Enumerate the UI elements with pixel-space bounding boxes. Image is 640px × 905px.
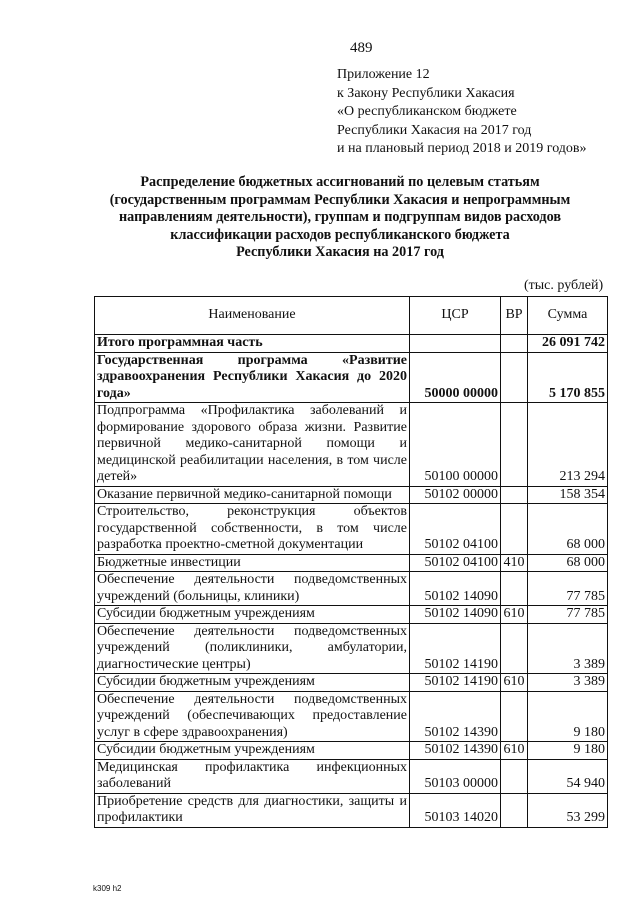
cell-vr [501,352,528,403]
table-row [95,403,608,487]
cell-vr [501,335,528,353]
appendix-line: Приложение 12 [337,67,430,82]
header-vr: ВР [501,297,528,335]
cell-vr: 610 [501,674,528,692]
cell-vr [501,504,528,555]
cell-csr: 50102 14090 [410,572,501,606]
cell-vr: 410 [501,554,528,572]
cell-csr: 50102 04100 [410,554,501,572]
budget-table [94,296,608,828]
cell-vr [501,486,528,504]
cell-csr: 50102 00000 [410,486,501,504]
cell-name: Приобретение средств для диагностики, защиты и профилактики [95,793,410,827]
cell-vr [501,759,528,793]
cell-vr [501,623,528,674]
table-row [95,793,608,827]
cell-vr [501,572,528,606]
cell-sum: 3 389 [528,623,608,674]
table-row [95,674,608,692]
cell-vr [501,403,528,487]
table-row [95,554,608,572]
footer-code: k309 h2 [93,884,122,893]
cell-csr: 50102 14190 [410,623,501,674]
cell-csr: 50102 14390 [410,742,501,760]
cell-name: Субсидии бюджетным учреждениям [95,606,410,624]
cell-name: Государственная программа «Развитие здравоохранения Республики Хакасия до 2020 года» [95,352,410,403]
cell-name: Подпрограмма «Профилактика заболеваний и формирование здорового образа жизни. Развитие первичной медико-санитарной помощи и медицинской реабилитации населения, в том числе детей» [95,403,410,487]
table-row [95,606,608,624]
cell-sum: 158 354 [528,486,608,504]
table-row [95,691,608,742]
table-row [95,486,608,504]
cell-vr [501,691,528,742]
cell-csr: 50000 00000 [410,352,501,403]
units-label: (тыс. рублей) [524,278,604,293]
cell-csr: 50103 00000 [410,759,501,793]
cell-name: Обеспечение деятельности подведомственных учреждений (поликлиники, амбулатории, диагностические центры) [95,623,410,674]
title-line: Распределение бюджетных ассигнований по целевым статьям [140,174,540,190]
cell-sum: 5 170 855 [528,352,608,403]
cell-csr: 50103 14020 [410,793,501,827]
title-line: Республики Хакасия на 2017 год [236,244,444,260]
cell-sum: 53 299 [528,793,608,827]
cell-sum: 9 180 [528,691,608,742]
appendix-header [337,66,587,159]
page-number: 489 [350,40,373,56]
appendix-line: Республики Хакасия на 2017 год [337,122,532,138]
document-title [70,174,610,262]
table-header-row [95,297,608,335]
cell-name: Бюджетные инвестиции [95,554,410,572]
cell-vr: 610 [501,742,528,760]
cell-name: Итого программная часть [95,335,410,353]
appendix-line: и на плановый период 2018 и 2019 годов» [337,141,587,156]
appendix-line: «О республиканском бюджете [337,104,517,119]
table-row [95,759,608,793]
cell-csr: 50102 14190 [410,674,501,692]
cell-sum: 3 389 [528,674,608,692]
table-row [95,572,608,606]
cell-sum: 54 940 [528,759,608,793]
cell-csr: 50102 14390 [410,691,501,742]
cell-csr: 50102 04100 [410,504,501,555]
title-line: направлениям деятельности), группам и подгруппам видов расходов [118,209,562,225]
title-line: (государственным программам Республики Хакасия и непрограммным [109,191,571,208]
header-sum: Сумма [528,297,608,335]
table-row [95,742,608,760]
cell-name: Оказание первичной медико-санитарной помощи [95,486,410,504]
table-row [95,335,608,353]
title-line: классификации расходов республиканского бюджета [170,226,510,243]
cell-name: Обеспечение деятельности подведомственных учреждений (больницы, клиники) [95,572,410,606]
cell-sum: 77 785 [528,606,608,624]
table-row [95,504,608,555]
cell-sum: 26 091 742 [528,335,608,353]
cell-csr: 50100 00000 [410,403,501,487]
cell-csr: 50102 14090 [410,606,501,624]
cell-name: Субсидии бюджетным учреждениям [95,674,410,692]
table-row [95,623,608,674]
cell-name: Субсидии бюджетным учреждениям [95,742,410,760]
appendix-line: к Закону Республики Хакасия [337,85,515,101]
cell-vr: 610 [501,606,528,624]
table-row [95,352,608,403]
cell-vr [501,793,528,827]
cell-name: Обеспечение деятельности подведомственных учреждений (обеспечивающих предоставление услуг в сфере здравоохранения) [95,691,410,742]
header-name: Наименование [95,297,410,335]
cell-name: Строительство, реконструкция объектов государственной собственности, в том числе разработка проектно-сметной документации [95,504,410,555]
cell-csr [410,335,501,353]
cell-sum: 68 000 [528,504,608,555]
header-csr: ЦСР [410,297,501,335]
cell-sum: 213 294 [528,403,608,487]
cell-sum: 9 180 [528,742,608,760]
cell-sum: 77 785 [528,572,608,606]
cell-name: Медицинская профилактика инфекционных заболеваний [95,759,410,793]
cell-sum: 68 000 [528,554,608,572]
